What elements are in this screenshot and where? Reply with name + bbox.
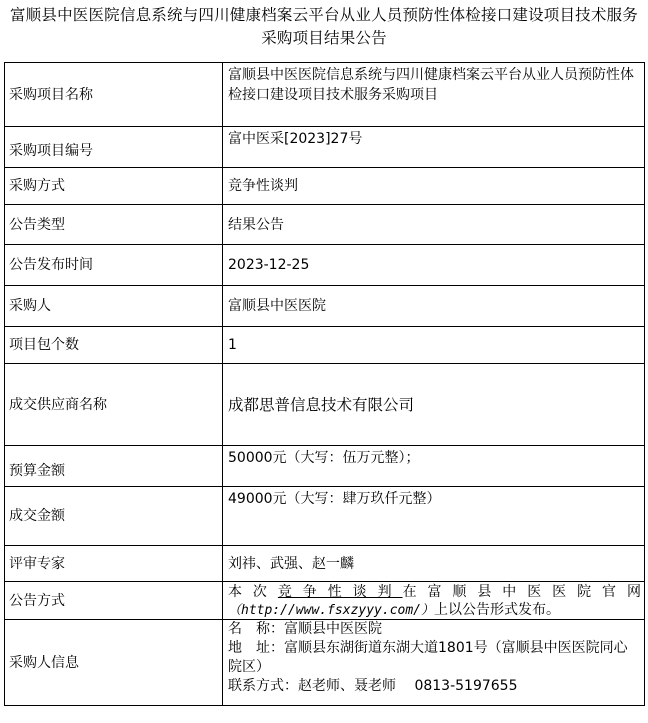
row-label: 采购人信息 [5, 620, 223, 706]
purchaser-contact-line: 联系方式：赵老师、聂老师 0813-5197655 [228, 678, 518, 694]
table-row [5, 127, 645, 168]
purchaser-info-value [223, 620, 645, 706]
purchaser-name-line: 名 称：富顺县中医医院 [228, 621, 382, 637]
project-number-value: 富中医采[2023]27号 [223, 127, 645, 168]
purchaser-address-line: 地 址：富顺县东湖街道东湖大道1801号（富顺县中医医院同心院区） [228, 640, 628, 675]
supplier-name-value: 成都思普信息技术有限公司 [223, 364, 645, 446]
table-row [5, 487, 645, 546]
procurement-method-value: 竞争性谈判 [223, 168, 645, 205]
method-underlined: 竞争性谈判 [277, 584, 403, 600]
experts-value: 刘祎、武强、赵一麟 [223, 546, 645, 582]
announcement-table [4, 62, 645, 706]
purchaser-value: 富顺县中医医院 [223, 286, 645, 327]
row-label: 预算金额 [5, 446, 223, 487]
row-label: 成交金额 [5, 487, 223, 546]
row-label: 采购方式 [5, 168, 223, 205]
row-label: 评审专家 [5, 546, 223, 582]
budget-value: 50000元（大写：伍万元整）； [223, 446, 645, 487]
row-label: 公告发布时间 [5, 245, 223, 286]
document-title: 富顺县中医医院信息系统与四川健康档案云平台从业人员预防性体检接口建设项目技术服务采购项目结果公告 [9, 6, 638, 47]
announcement-method-line: 本次竞争性谈判在富顺县中医医院官网 [228, 584, 641, 600]
table-row [5, 546, 645, 582]
table-row [5, 63, 645, 127]
project-name-value: 富顺县中医医院信息系统与四川健康档案云平台从业人员预防性体检接口建设项目技术服务采购项目 [223, 63, 645, 127]
announcement-type-value: 结果公告 [223, 205, 645, 245]
table-row [5, 446, 645, 487]
publish-date-value: 2023-12-25 [223, 245, 645, 286]
announcement-method-value [223, 582, 645, 620]
table-row [5, 620, 645, 706]
table-row [5, 245, 645, 286]
row-label: 公告类型 [5, 205, 223, 245]
row-label: 公告方式 [5, 582, 223, 620]
row-label: 项目包个数 [5, 327, 223, 364]
website-link[interactable]: （http://www.fsxzyyy.com/） [228, 603, 435, 618]
package-count-value: 1 [223, 327, 645, 364]
table-row [5, 327, 645, 364]
deal-amount-value: 49000元（大写：肆万玖仟元整） [223, 487, 645, 546]
row-label: 成交供应商名称 [5, 364, 223, 446]
table-row [5, 205, 645, 245]
row-label: 采购项目编号 [5, 127, 223, 168]
table-row [5, 582, 645, 620]
row-label: 采购人 [5, 286, 223, 327]
table-row [5, 286, 645, 327]
table-row [5, 168, 645, 205]
row-label: 采购项目名称 [5, 63, 223, 127]
table-row [5, 364, 645, 446]
announcement-url-line: （http://www.fsxzyyy.com/）上以公告形式发布。 [228, 602, 561, 618]
